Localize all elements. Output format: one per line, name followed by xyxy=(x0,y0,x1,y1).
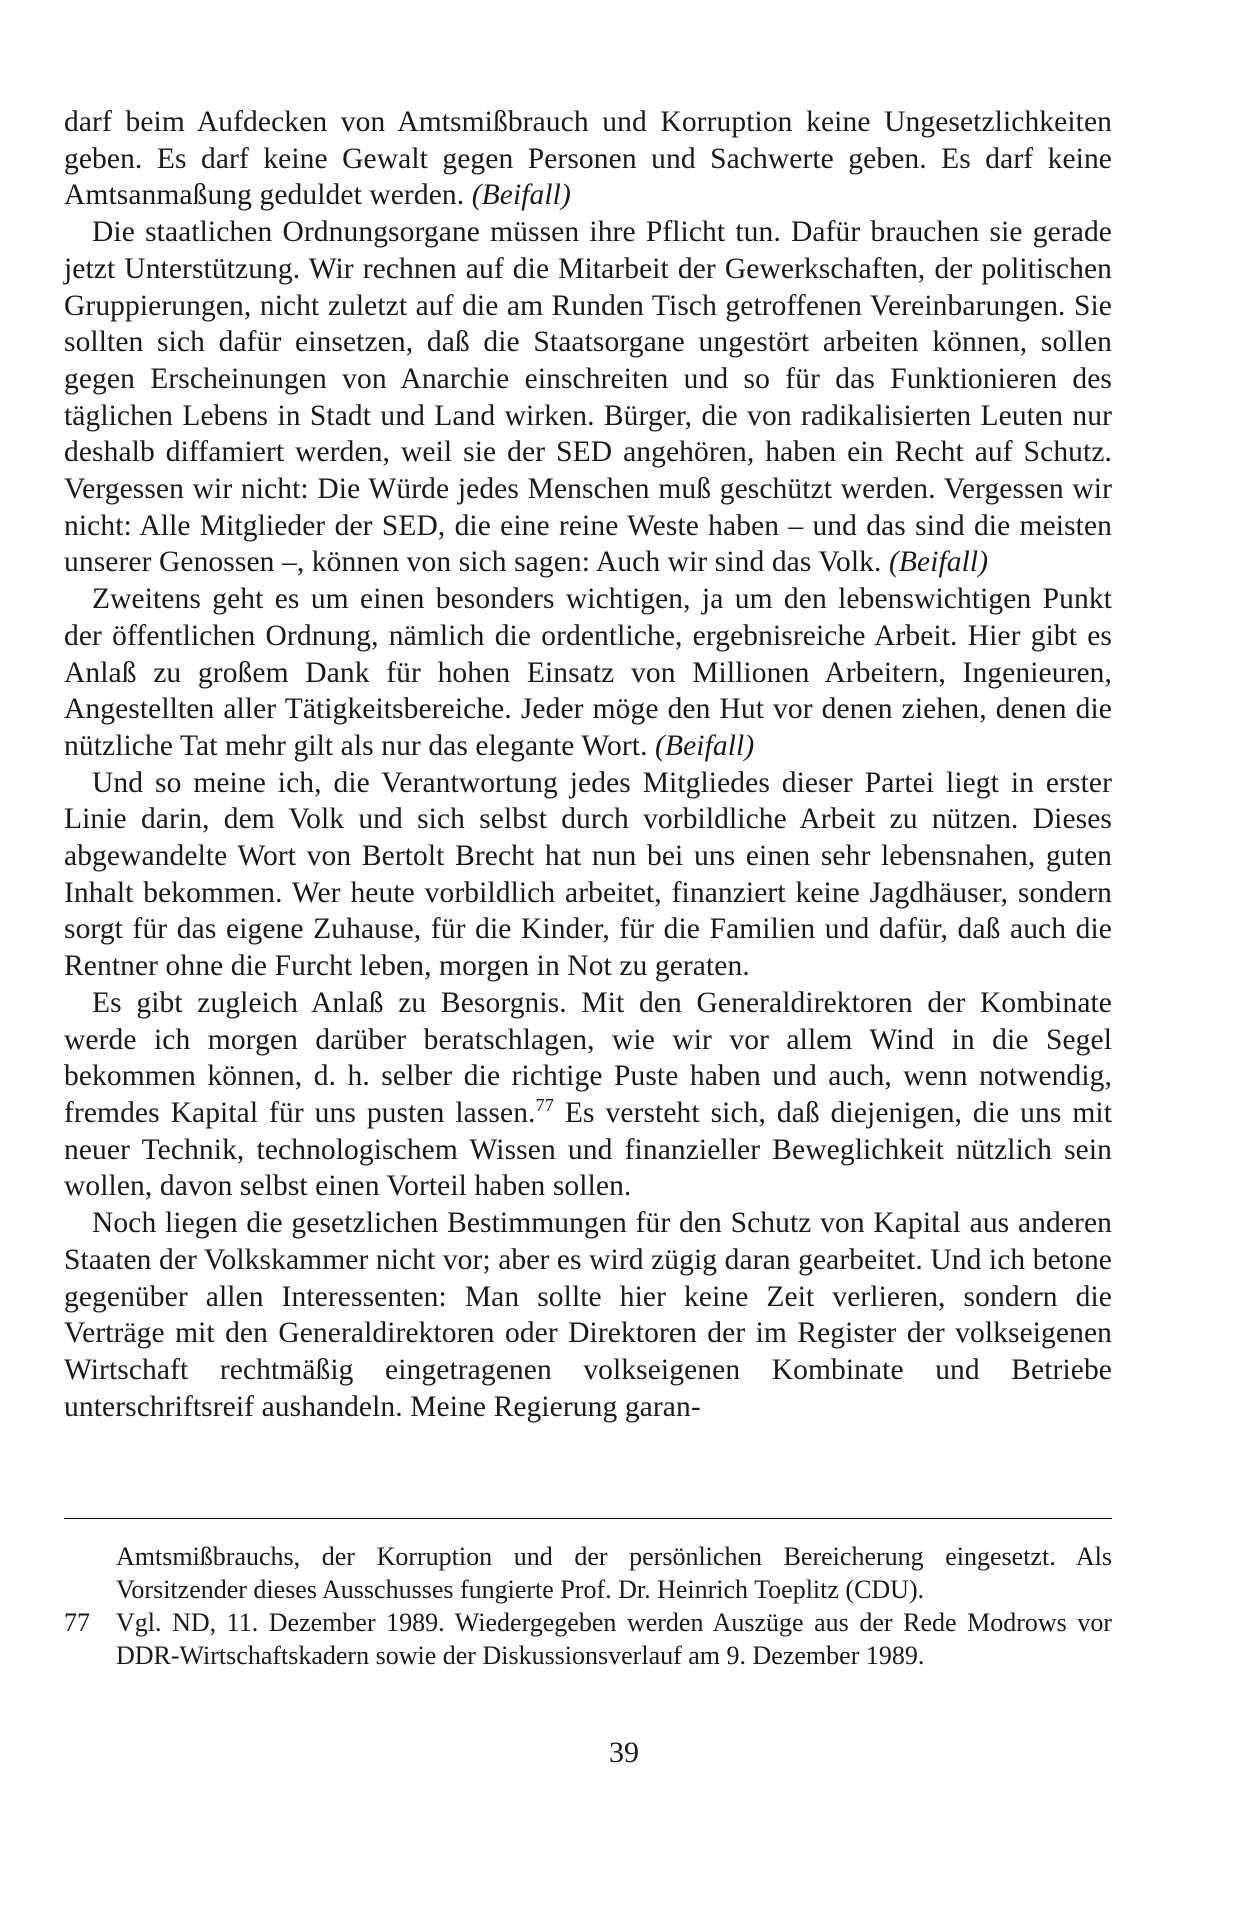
footnote-text: Amtsmißbrauchs, der Korruption und der persönlichen Bereicherung eingesetzt. Als Vorsitzender dieses Ausschusses fungierte Prof. Dr. Heinrich Toeplitz (CDU). xyxy=(116,1542,1112,1604)
paragraph-text-continued: Es versteht sich, daß diejenigen, die uns mit neuer Technik, technologischem Wissen und finanzieller Beweglichkeit nützlich sein wollen, davon selbst einen Vorteil haben sollen. xyxy=(64,1096,1112,1203)
paragraph xyxy=(64,985,1112,1205)
body-text xyxy=(64,104,1112,1425)
paragraph-text: Es gibt zugleich Anlaß zu Besorgnis. Mit den Generaldirektoren der Kombinate werde ich morgen darüber beratschlagen, wie wir vor allem Wind in die Segel bekommen können, d. h. selber die richtige Puste haben und auch, wenn notwendig, fremdes Kapital für uns pusten lassen. xyxy=(64,986,1112,1129)
paragraph-text: Noch liegen die gesetzlichen Bestimmungen für den Schutz von Kapital aus anderen Staaten der Volkskammer nicht vor; aber es wird zügig daran gearbeitet. Und ich betone gegenüber allen Interessenten: Man sollte hier keine Zeit verlieren, sondern die Verträge mit den Generaldirektoren oder Direktoren der im Register der volkseigenen Wirtschaft rechtmäßig eingetragenen volkseigenen Kombinate und Betriebe unterschriftsreif aushandeln. Meine Regierung garan- xyxy=(64,1207,1112,1423)
footnote-reference[interactable]: 77 xyxy=(535,1095,554,1116)
footnote-number: 77 xyxy=(64,1608,90,1637)
paragraph-text: darf beim Aufdecken von Amtsmißbrauch und Korruption keine Ungesetzlichkeiten geben. Es darf keine Gewalt gegen Personen und Sachwerte geben. Es darf keine Amtsanmaßung geduldet werden. xyxy=(64,106,1112,212)
paragraph xyxy=(64,765,1112,985)
paragraph-text: Zweitens geht es um einen besonders wichtigen, ja um den lebenswichtigen Punkt der öffentlichen Ordnung, nämlich die ordentliche, ergebnisreiche Arbeit. Hier gibt es Anlaß zu großem Dank für hohen Einsatz von Millionen Arbeitern, Ingenieuren, Angestellten aller Tätigkeitsbereiche. Jeder möge den Hut vor denen ziehen, denen die nützliche Tat mehr gilt als nur das elegante Wort. xyxy=(64,583,1112,762)
footnote-divider xyxy=(64,1518,1112,1519)
page-number: 39 xyxy=(609,1736,639,1769)
footnote-text: Vgl. ND, 11. Dezember 1989. Wiedergegeben werden Auszüge aus der Rede Modrows vor DDR-Wirtschaftskadern sowie der Diskussionsverlauf am 9. Dezember 1989. xyxy=(116,1608,1112,1670)
paragraph xyxy=(64,214,1112,581)
footnote xyxy=(64,1540,1112,1606)
footnote xyxy=(64,1606,1112,1672)
paragraph-text: Die staatlichen Ordnungsorgane müssen ihre Pflicht tun. Dafür brauchen sie gerade jetzt Unterstützung. Wir rechnen auf die Mitarbeit der Gewerkschaften, der politischen Gruppierungen, nicht zuletzt auf die am Runden Tisch getroffenen Vereinbarungen. Sie sollten sich dafür einsetzen, daß die Staatsorgane ungestört arbeiten können, sollen gegen Erscheinungen von Anarchie einschreiten und so für das Funktionieren des täglichen Lebens in Stadt und Land wirken. Bürger, die von radikalisierten Leuten nur deshalb diffamiert werden, weil sie der SED angehören, haben ein Recht auf Schutz. Vergessen wir nicht: Die Würde jedes Menschen muß geschützt werden. Vergessen wir nicht: Alle Mitglieder der SED, die eine reine Weste haben – und das sind die meisten unserer Genossen –, können von sich sagen: Auch wir sind das Volk. xyxy=(64,216,1112,579)
applause-note: (Beifall) xyxy=(888,546,989,579)
paragraph xyxy=(64,104,1112,214)
applause-note: (Beifall) xyxy=(655,729,755,762)
applause-note: (Beifall) xyxy=(471,179,571,212)
footnotes xyxy=(64,1540,1112,1672)
paragraph xyxy=(64,581,1112,765)
paragraph-text: Und so meine ich, die Verantwortung jedes Mitgliedes dieser Partei liegt in erster Linie darin, dem Volk und sich selbst durch vorbildliche Arbeit zu nützen. Dieses abgewandelte Wort von Bertolt Brecht hat nun bei uns einen sehr lebensnahen, guten Inhalt bekommen. Wer heute vorbildlich arbeitet, finanziert keine Jagdhäuser, sondern sorgt für das eigene Zuhause, für die Kinder, für die Familien und dafür, daß auch die Rentner ohne die Furcht leben, morgen in Not zu geraten. xyxy=(64,766,1112,983)
footnote-number xyxy=(64,1540,116,1606)
paragraph xyxy=(64,1205,1112,1425)
